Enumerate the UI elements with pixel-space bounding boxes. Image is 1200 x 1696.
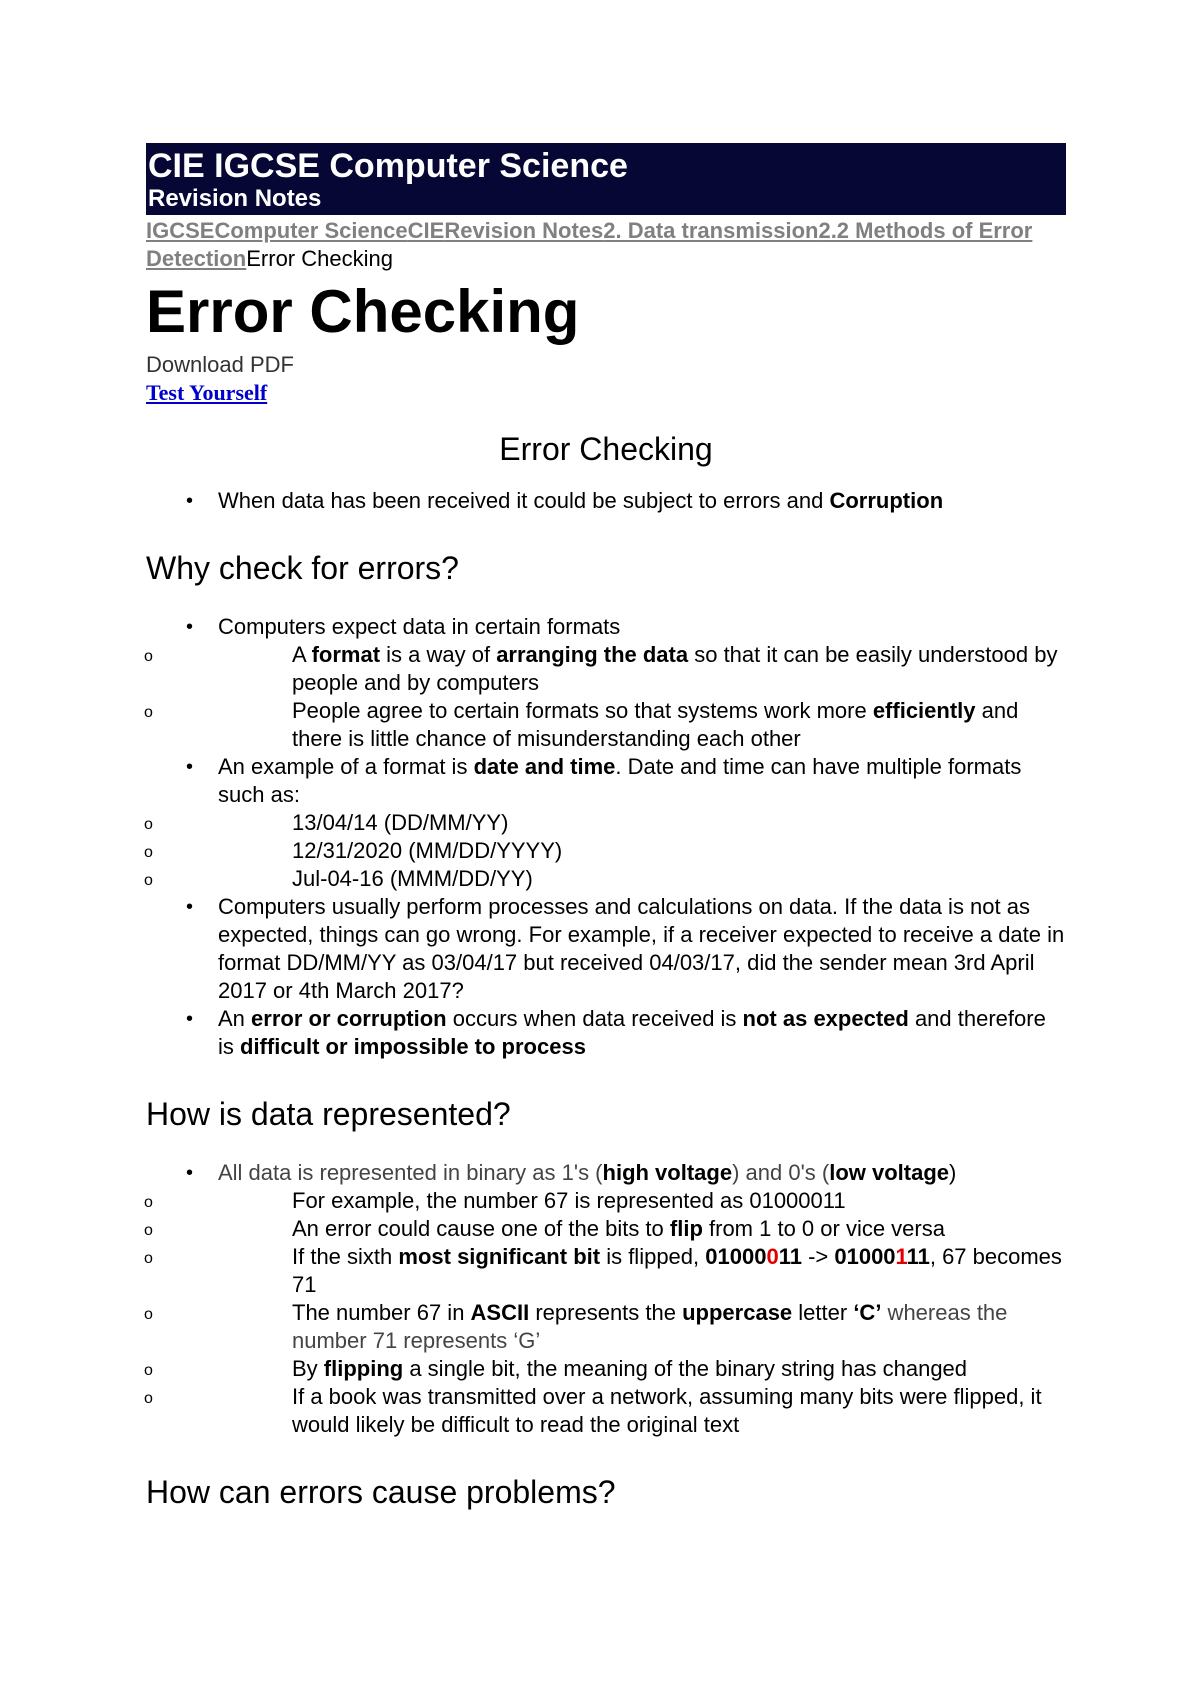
list-item: • Computers expect data in certain formats o A format is a way of arranging the data so that it can be easily understood by people and by computers o People agree to certain formats so that systems work more efficiently and there is little chance of misunderstanding each other bbox=[146, 613, 1066, 753]
list-item: • An example of a format is date and time. Date and time can have multiple formats such as: o 13/04/14 (DD/MM/YY) o 12/31/2020 (MM/DD/YYYY) o Jul-04-16 (MMM/DD/YY) bbox=[146, 753, 1066, 893]
heading-errors-problems: How can errors cause problems? bbox=[146, 1474, 616, 1510]
sub-list-item: o The number 67 in ASCII represents the uppercase letter ‘C’ whereas the number 71 represents ‘G’ bbox=[218, 1299, 1066, 1355]
heading-why-check: Why check for errors? bbox=[146, 550, 459, 586]
sub-list-item: o People agree to certain formats so that systems work more efficiently and there is little chance of misunderstanding each other bbox=[218, 697, 1066, 753]
breadcrumb-current: Error Checking bbox=[246, 246, 393, 271]
breadcrumb-link[interactable]: 2.2 Methods of Error Detection bbox=[146, 218, 1033, 271]
header-banner bbox=[146, 143, 1066, 215]
breadcrumb-link[interactable]: IGCSE bbox=[146, 218, 215, 243]
sub-list-item: o Jul-04-16 (MMM/DD/YY) bbox=[218, 865, 1066, 893]
heading-how-represented: How is data represented? bbox=[146, 1096, 511, 1132]
site-subtitle: Revision Notes bbox=[148, 185, 322, 212]
list-item: • All data is represented in binary as 1's (high voltage) and 0's (low voltage) o For example, the number 67 is represented as 01000011 o An error could cause one of the bits to flip from 1 to 0 or vice versa o If the sixth most significant bit is flipped, 01000011 -> 01000111, 67 becomes 71 o The number 67 in ASCII represents the uppercase letter ‘C’ whereas the number 71 represents ‘G’ o By flipping a single bit, the meaning of the binary string has changed o If a book was transmitted over a network, assuming many bits were flipped, it would likely be difficult to read the original text bbox=[146, 1159, 1066, 1439]
sub-list-item: o For example, the number 67 is represented as 01000011 bbox=[218, 1187, 1066, 1215]
sub-list-item: o By flipping a single bit, the meaning of the binary string has changed bbox=[218, 1355, 1066, 1383]
section-title: Error Checking bbox=[499, 431, 713, 467]
download-pdf-link[interactable]: Download PDF bbox=[146, 352, 294, 377]
document-page bbox=[146, 143, 1066, 1537]
breadcrumb-link[interactable]: Revision Notes bbox=[444, 218, 604, 243]
sub-list-item: o If a book was transmitted over a network, assuming many bits were flipped, it would likely be difficult to read the original text bbox=[218, 1383, 1066, 1439]
sub-list-item: o 12/31/2020 (MM/DD/YYYY) bbox=[218, 837, 1066, 865]
list-item: • An error or corruption occurs when data received is not as expected and therefore is difficult or impossible to process bbox=[146, 1005, 1066, 1061]
breadcrumb bbox=[146, 217, 1066, 273]
breadcrumb-link[interactable]: Computer Science bbox=[214, 218, 408, 243]
site-title: CIE IGCSE Computer Science bbox=[148, 147, 628, 185]
breadcrumb-link[interactable]: 2. Data transmission bbox=[603, 218, 819, 243]
page-title: Error Checking bbox=[146, 278, 580, 345]
why-list bbox=[146, 613, 1066, 1061]
list-item: • When data has been received it could be subject to errors and Corruption bbox=[146, 487, 1066, 515]
how-list bbox=[146, 1159, 1066, 1439]
intro-list bbox=[146, 487, 1066, 515]
list-item: • Computers usually perform processes and calculations on data. If the data is not as expected, things can go wrong. For example, if a receiver expected to receive a date in format DD/MM/YY as 03/04/17 but received 04/03/17, did the sender mean 3rd April 2017 or 4th March 2017? bbox=[146, 893, 1066, 1005]
sub-list-item: o If the sixth most significant bit is flipped, 01000011 -> 01000111, 67 becomes 71 bbox=[218, 1243, 1066, 1299]
sub-list-item: o A format is a way of arranging the data so that it can be easily understood by people and by computers bbox=[218, 641, 1066, 697]
sub-list-item: o An error could cause one of the bits to flip from 1 to 0 or vice versa bbox=[218, 1215, 1066, 1243]
test-yourself-link[interactable]: Test Yourself bbox=[146, 380, 268, 405]
sub-list-item: o 13/04/14 (DD/MM/YY) bbox=[218, 809, 1066, 837]
breadcrumb-link[interactable]: CIE bbox=[407, 218, 445, 243]
